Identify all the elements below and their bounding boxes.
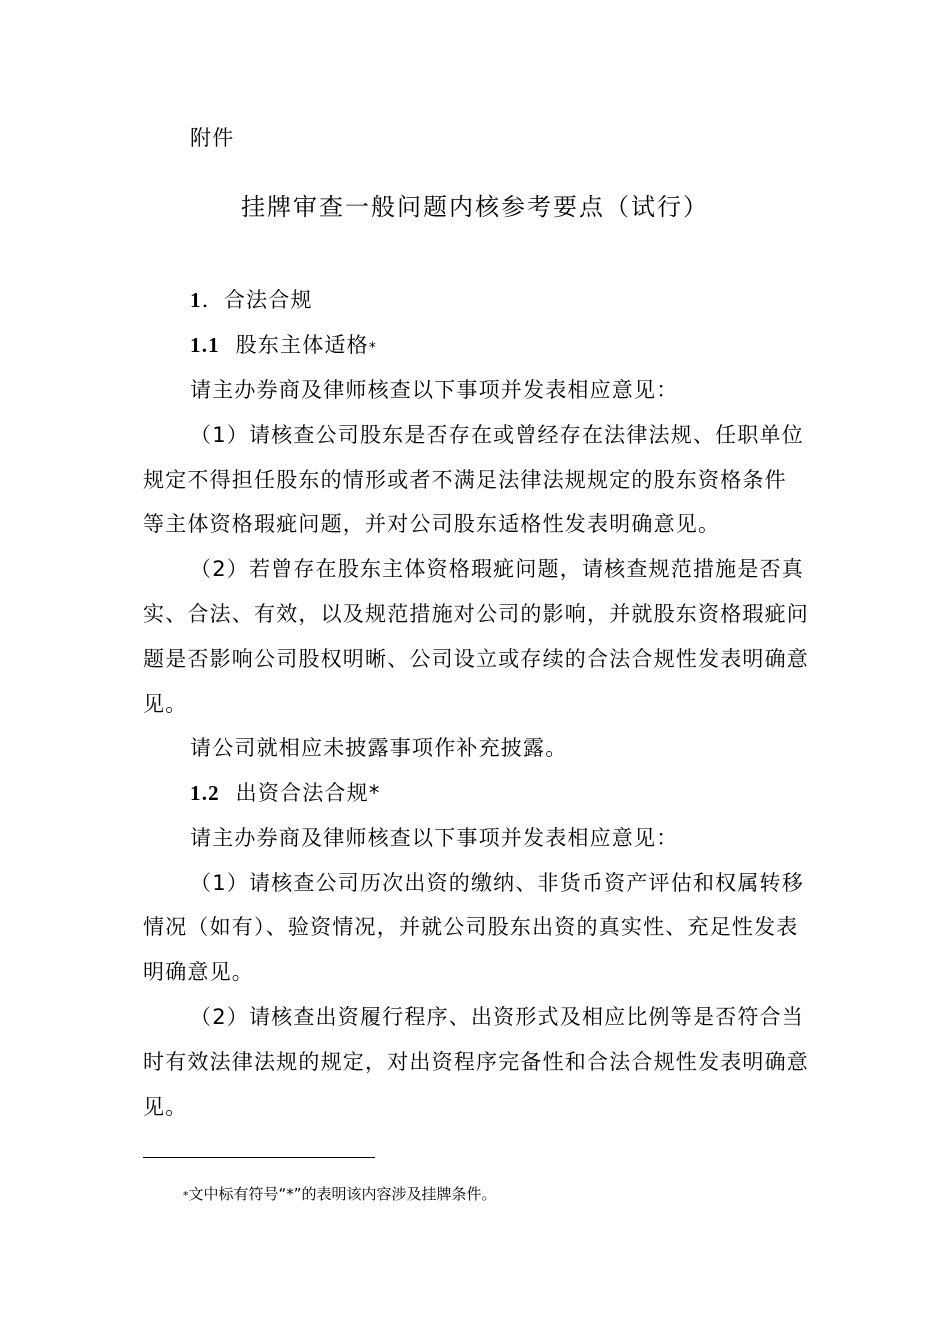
document-title: 挂牌审查一般问题内核参考要点（试行）	[241, 193, 709, 221]
item-1-2-point2-line1: （2）请核查出资履行程序、出资形式及相应比例等是否符合当	[190, 1005, 804, 1029]
item-1-2-heading	[190, 779, 381, 807]
footnote-mark: *	[183, 1189, 189, 1202]
item-1-2-point1-line1: （1）请核查公司历次出资的缴纳、非货币资产评估和权属转移	[190, 871, 804, 895]
item-1-2-point1-line2: 情况（如有）、验资情况，并就公司股东出资的真实性、充足性发表	[143, 915, 799, 939]
footnote-text: 文中标有符号“*”的表明该内容涉及挂牌条件。	[188, 1185, 497, 1203]
section-1-number: 1	[190, 288, 202, 312]
footnote	[183, 1183, 497, 1207]
item-1-1-disclosure: 请公司就相应未披露事项作补充披露。	[190, 736, 568, 760]
item-1-1-star: *	[368, 340, 378, 356]
item-1-2-intro: 请主办券商及律师核查以下事项并发表相应意见：	[190, 826, 679, 850]
item-1-2-point2-line3: 见。	[143, 1095, 188, 1119]
item-1-1-intro: 请主办券商及律师核查以下事项并发表相应意见：	[190, 378, 679, 402]
item-1-1-point1-line1: （1）请核查公司股东是否存在或曾经存在法律法规、任职单位	[190, 423, 804, 447]
item-1-1-heading	[190, 331, 377, 362]
item-1-2-number: 1.2	[190, 781, 220, 805]
item-1-2-point1-line3: 明确意见。	[143, 960, 254, 984]
item-1-2-point2-line2: 时有效法律法规的规定，对出资程序完备性和合法合规性发表明确意	[143, 1050, 809, 1074]
footnote-divider	[143, 1157, 375, 1158]
item-1-1-point2-line3: 题是否影响公司股权明晰、公司设立或存续的合法合规性发表明确意	[143, 647, 809, 671]
item-1-1-point2-line1: （2）若曾存在股东主体资格瑕疵问题，请核查规范措施是否真	[190, 557, 804, 581]
section-1-title: ．合法合规	[201, 288, 313, 312]
item-1-2-title: 出资合法合规	[235, 781, 369, 805]
item-1-1-point1-line3: 等主体资格瑕疵问题，并对公司股东适格性发表明确意见。	[143, 512, 721, 536]
item-1-1-number: 1.1	[190, 333, 220, 357]
section-1-heading	[190, 286, 313, 314]
item-1-1-point2-line2: 实、合法、有效，以及规范措施对公司的影响，并就股东资格瑕疵问	[143, 602, 809, 626]
item-1-1-point1-line2: 规定不得担任股东的情形或者不满足法律法规规定的股东资格条件	[143, 468, 787, 492]
item-1-1-point2-line4: 见。	[143, 692, 188, 716]
item-1-1-title: 股东主体适格	[235, 333, 369, 357]
item-1-2-star: *	[368, 781, 381, 805]
attachment-label: 附件	[190, 126, 235, 150]
